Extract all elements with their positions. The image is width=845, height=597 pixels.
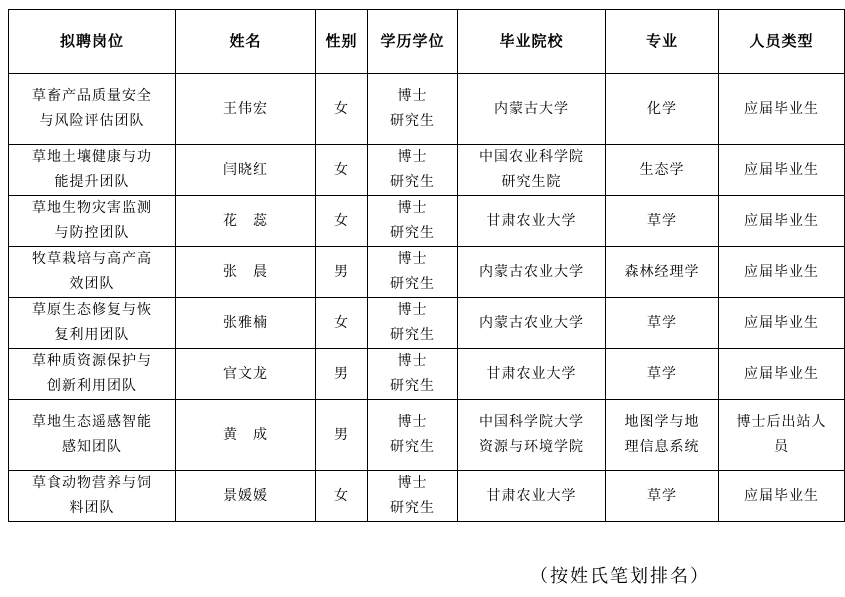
cell-school: 甘肃农业大学 [458, 471, 606, 522]
cell-position: 草原生态修复与恢 复利用团队 [9, 298, 176, 349]
cell-name: 花 蕊 [176, 196, 316, 247]
cell-gender: 女 [316, 196, 368, 247]
header-education: 学历学位 [368, 10, 458, 74]
cell-major: 草学 [606, 349, 719, 400]
cell-name: 官文龙 [176, 349, 316, 400]
cell-position: 草畜产品质量安全 与风险评估团队 [9, 74, 176, 145]
sort-order-note: （按姓氏笔划排名） [530, 566, 710, 587]
cell-position: 草地生态遥感智能 感知团队 [9, 400, 176, 471]
cell-name: 景媛媛 [176, 471, 316, 522]
header-school: 毕业院校 [458, 10, 606, 74]
cell-major: 生态学 [606, 145, 719, 196]
table-row [9, 471, 845, 522]
cell-education: 博士 研究生 [368, 145, 458, 196]
cell-personnel-type: 应届毕业生 [719, 471, 845, 522]
table-row [9, 196, 845, 247]
cell-education: 博士 研究生 [368, 400, 458, 471]
cell-major: 草学 [606, 196, 719, 247]
cell-education: 博士 研究生 [368, 349, 458, 400]
cell-personnel-type: 应届毕业生 [719, 74, 845, 145]
cell-gender: 女 [316, 298, 368, 349]
cell-education: 博士 研究生 [368, 471, 458, 522]
cell-name: 王伟宏 [176, 74, 316, 145]
cell-personnel-type: 应届毕业生 [719, 196, 845, 247]
header-position: 拟聘岗位 [9, 10, 176, 74]
cell-school: 内蒙古农业大学 [458, 247, 606, 298]
table-row [9, 74, 845, 145]
cell-name: 张 晨 [176, 247, 316, 298]
cell-name: 闫晓红 [176, 145, 316, 196]
cell-major: 草学 [606, 471, 719, 522]
cell-personnel-type: 应届毕业生 [719, 145, 845, 196]
cell-school: 内蒙古大学 [458, 74, 606, 145]
recruitment-table [8, 9, 845, 522]
cell-gender: 男 [316, 247, 368, 298]
cell-school: 内蒙古农业大学 [458, 298, 606, 349]
header-personnel-type: 人员类型 [719, 10, 845, 74]
header-name: 姓名 [176, 10, 316, 74]
cell-school: 中国农业科学院 研究生院 [458, 145, 606, 196]
cell-gender: 女 [316, 471, 368, 522]
table-row [9, 400, 845, 471]
table-row [9, 247, 845, 298]
cell-position: 草地土壤健康与功 能提升团队 [9, 145, 176, 196]
cell-gender: 女 [316, 145, 368, 196]
cell-school: 甘肃农业大学 [458, 196, 606, 247]
cell-gender: 男 [316, 400, 368, 471]
cell-school: 甘肃农业大学 [458, 349, 606, 400]
cell-major: 森林经理学 [606, 247, 719, 298]
cell-personnel-type: 应届毕业生 [719, 298, 845, 349]
cell-major: 地图学与地 理信息系统 [606, 400, 719, 471]
cell-name: 张雅楠 [176, 298, 316, 349]
header-major: 专业 [606, 10, 719, 74]
cell-personnel-type: 应届毕业生 [719, 349, 845, 400]
cell-major: 草学 [606, 298, 719, 349]
cell-position: 草食动物营养与饲 料团队 [9, 471, 176, 522]
table-row [9, 145, 845, 196]
cell-personnel-type: 博士后出站人 员 [719, 400, 845, 471]
cell-education: 博士 研究生 [368, 74, 458, 145]
cell-school: 中国科学院大学 资源与环境学院 [458, 400, 606, 471]
cell-education: 博士 研究生 [368, 247, 458, 298]
cell-position: 牧草栽培与高产高 效团队 [9, 247, 176, 298]
table-row [9, 298, 845, 349]
cell-education: 博士 研究生 [368, 196, 458, 247]
table-header-row [9, 10, 845, 74]
cell-education: 博士 研究生 [368, 298, 458, 349]
table-row [9, 349, 845, 400]
cell-gender: 男 [316, 349, 368, 400]
cell-position: 草地生物灾害监测 与防控团队 [9, 196, 176, 247]
cell-name: 黄 成 [176, 400, 316, 471]
cell-position: 草种质资源保护与 创新利用团队 [9, 349, 176, 400]
header-gender: 性别 [316, 10, 368, 74]
cell-major: 化学 [606, 74, 719, 145]
cell-gender: 女 [316, 74, 368, 145]
cell-personnel-type: 应届毕业生 [719, 247, 845, 298]
